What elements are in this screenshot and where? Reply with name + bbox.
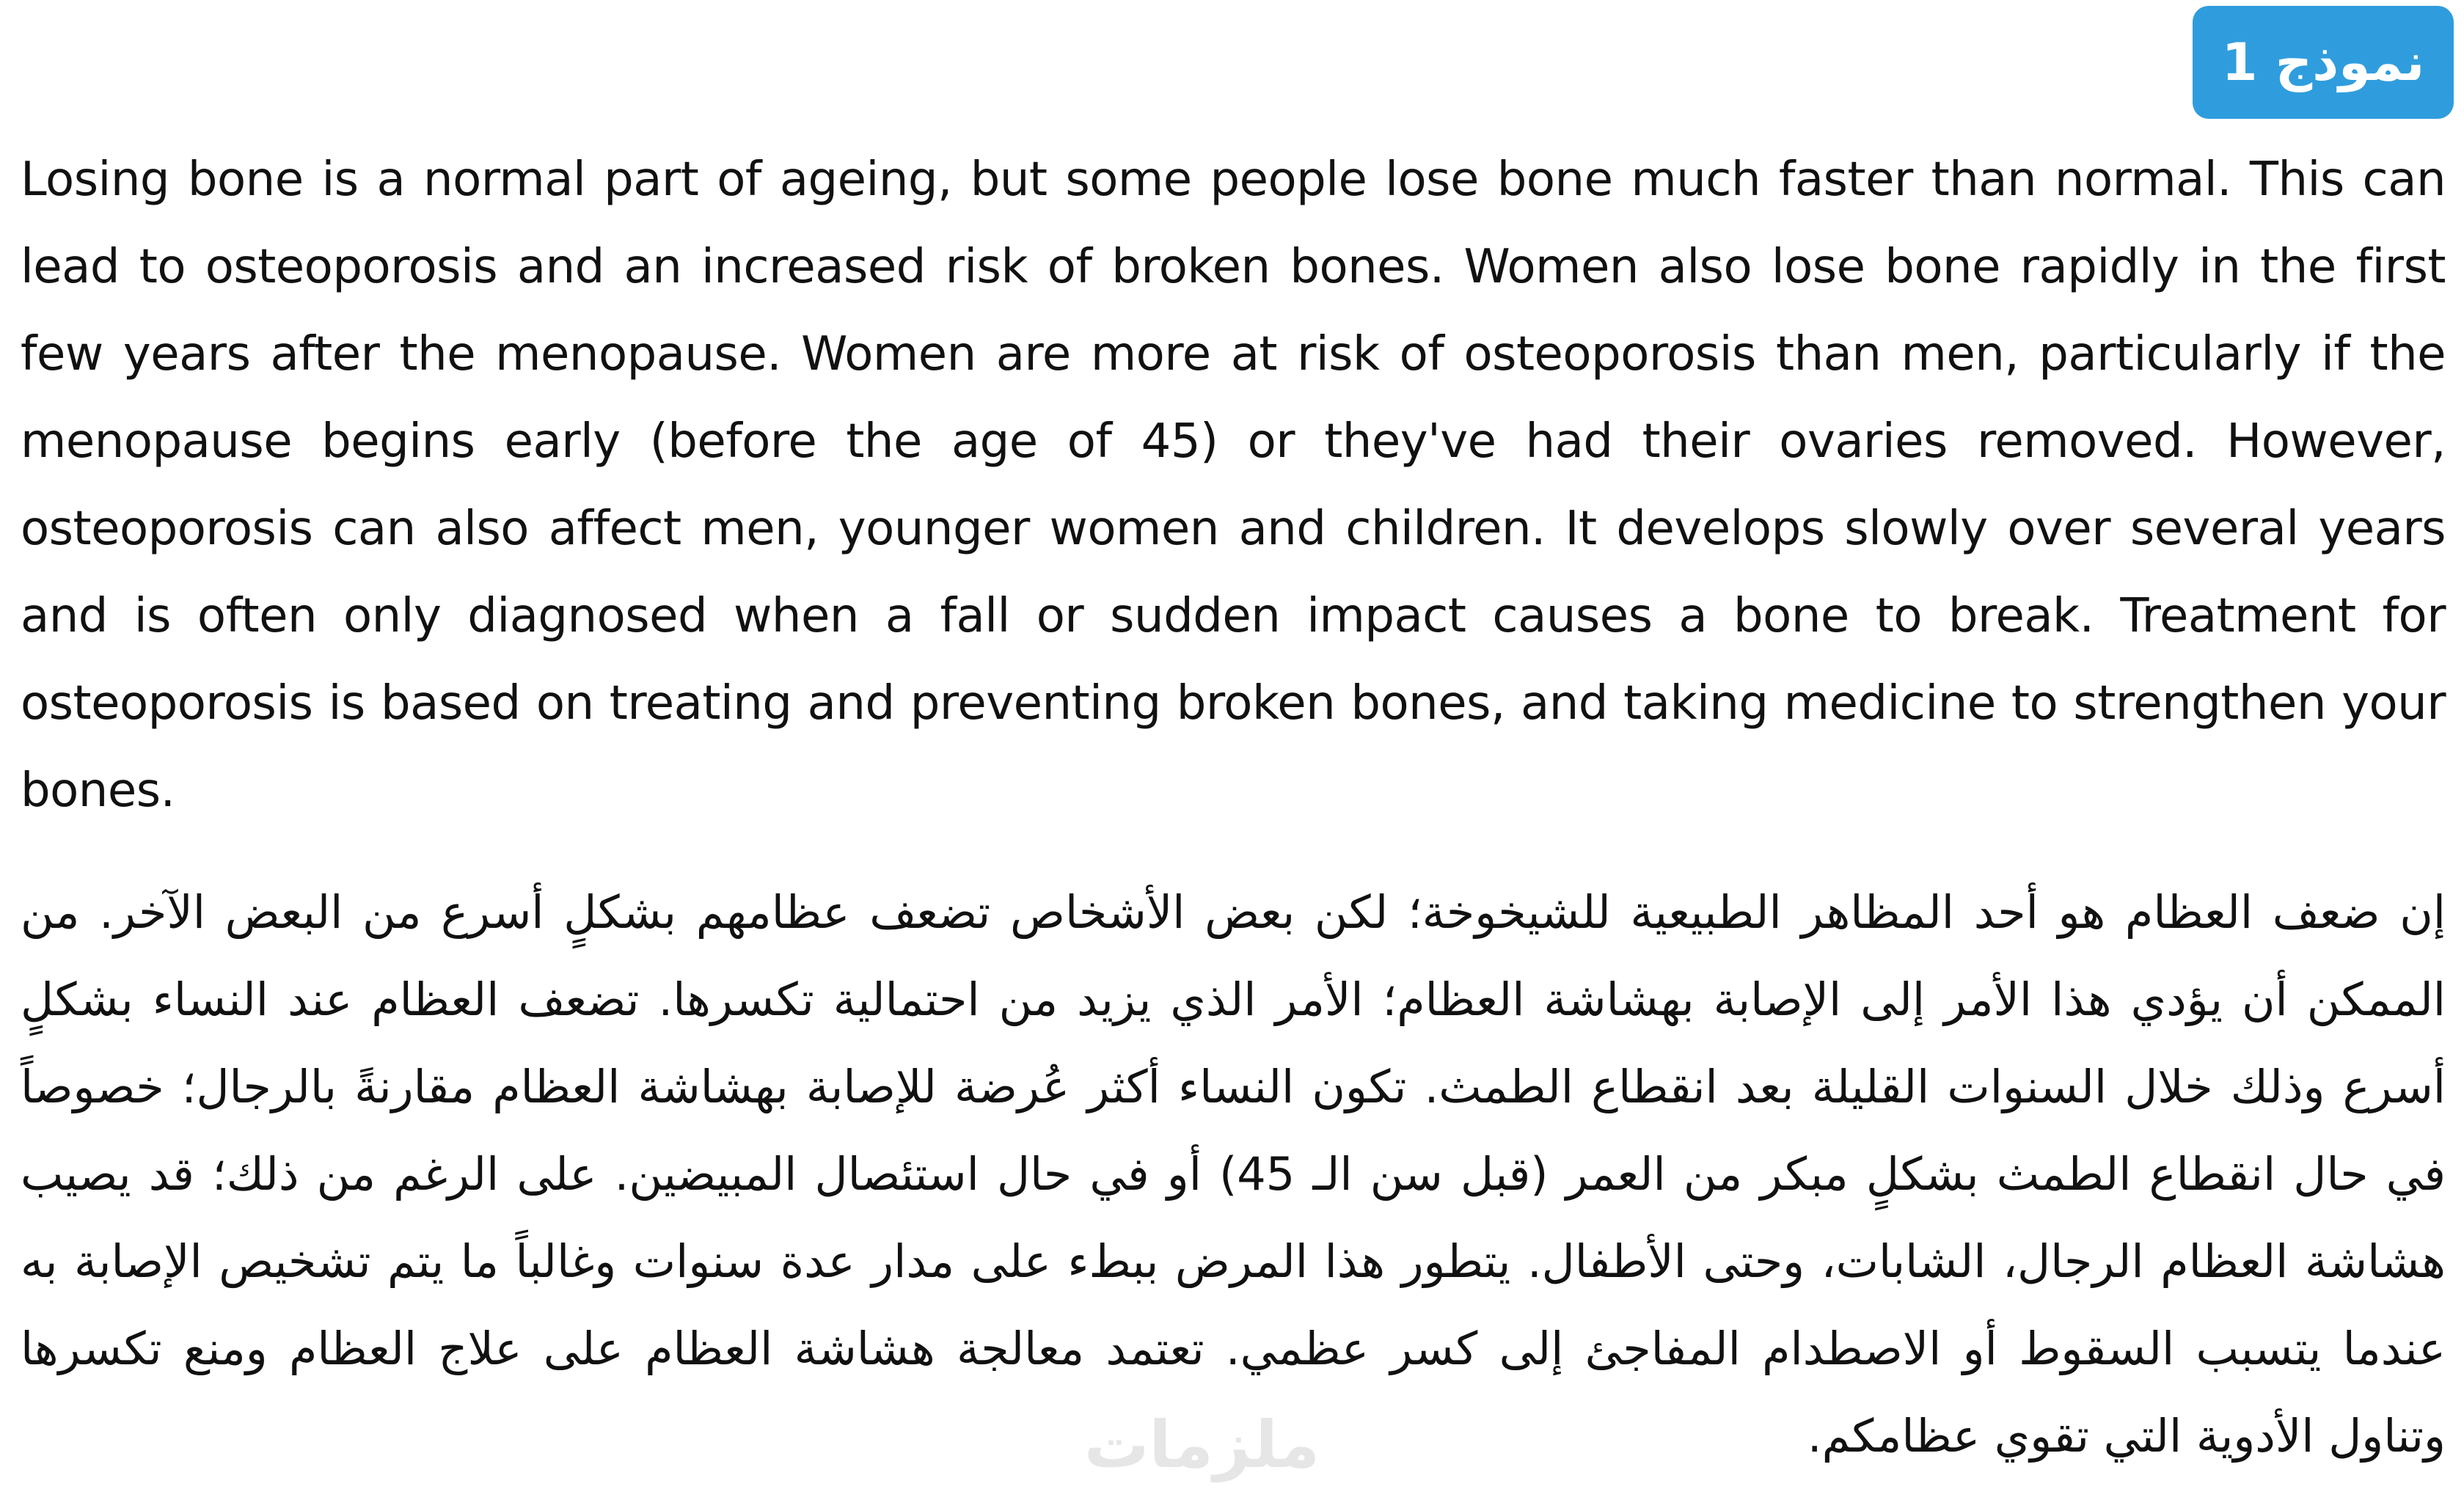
model-badge [2193,6,2454,119]
english-paragraph: Losing bone is a normal part of ageing, but some people lose bone much faster than normal. This can lead to osteoporosis and an increased risk of broken bones. Women also lose bone rapidly in the first few years after the menopause. Women are more at risk of osteoporosis than men, particularly if the menopause begins early (before the age of 45) or they've had their ovaries removed. However, osteoporosis can also affect men, younger women and children. It develops slowly over several years and is often only diagnosed when a fall or sudden impact causes a bone to break. Treatment for osteoporosis is based on treating and preventing broken bones, and taking medicine to strengthen your bones. [21,153,2446,818]
watermark-logo: ملزمات [1084,1407,1320,1482]
model-badge-label: نموذج 1 [2221,32,2425,92]
arabic-paragraph: إن ضعف العظام هو أحد المظاهر الطبيعية للشيخوخة؛ لكن بعض الأشخاص تضعف عظامهم بشكلٍ أسرع من البعض الآخر. من الممكن أن يؤدي هذا الأمر إلى الإصابة بهشاشة العظام؛ الأمر الذي يزيد من احتمالية تكسرها. تضعف العظام عند النساء بشكلٍ أسرع وذلك خلال السنوات القليلة بعد انقطاع الطمث. تكون النساء أكثر عُرضة للإصابة بهشاشة العظام مقارنةً بالرجال؛ خصوصاً في حال انقطاع الطمث بشكلٍ مبكر من العمر (قبل سن الـ 45) أو في حال استئصال المبيضين. على الرغم من ذلك؛ قد يصيب هشاشة العظام الرجال، الشابات، وحتى الأطفال. يتطور هذا المرض ببطء على مدار عدة سنوات وغالباً ما يتم تشخيص الإصابة به عندما يتسبب السقوط أو الاصطدام المفاجئ إلى كسر عظمي. تعتمد معالجة هشاشة العظام على علاج العظام ومنع تكسرها وتناول الأدوية التي تقوي عظامكم. [21,885,2446,1463]
